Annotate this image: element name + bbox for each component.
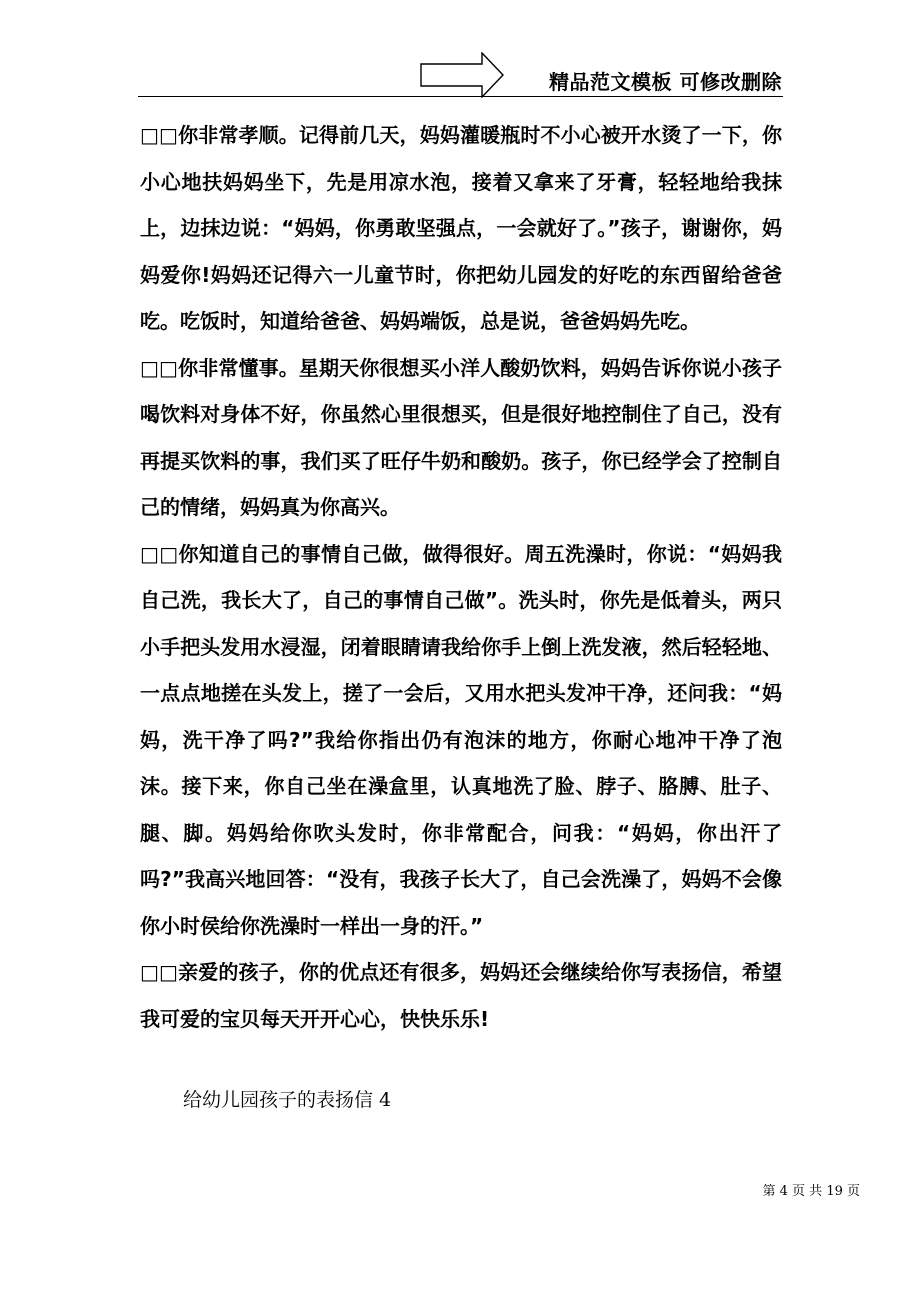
paragraph-2: □□你非常懂事。星期天你很想买小洋人酸奶饮料，妈妈告诉你说小孩子喝饮料对身体不好，你虽然心里很想买，但是很好地控制住了自己，没有再提买饮料的事，我们买了旺仔牛奶和酸奶。孩子，你已经学会了控制自己的情绪，妈妈真为你高兴。 <box>140 355 782 519</box>
header-title: 精品范文模板 可修改删除 <box>549 70 782 94</box>
page-number: 第 4 页 共 19 页 <box>762 1184 860 1199</box>
paragraph-1: □□你非常孝顺。记得前几天，妈妈灌暖瓶时不小心被开水烫了一下，你小心地扶妈妈坐下，先是用凉水泡，接着又拿来了牙膏，轻轻地给我抹上，边抹边说：“妈妈，你勇敢坚强点，一会就好了。”孩子，谢谢你，妈妈爱你!妈妈还记得六一儿童节时，你把幼儿园发的好吃的东西留给爸爸吃。吃饭时，知道给爸爸、妈妈端饭，总是说，爸爸妈妈先吃。 <box>140 123 782 333</box>
letter-body <box>140 112 782 1042</box>
header-divider <box>138 96 783 97</box>
paragraph-4: □□亲爱的孩子，你的优点还有很多，妈妈还会继续给你写表扬信，希望我可爱的宝贝每天开开心心，快快乐乐! <box>140 960 782 1031</box>
right-arrow-icon <box>420 52 504 98</box>
paragraph-3: □□你知道自己的事情自己做，做得很好。周五洗澡时，你说：“妈妈我自己洗，我长大了，自己的事情自己做”。洗头时，你先是低着头，两只小手把头发用水浸湿，闭着眼睛请我给你手上倒上洗发液，然后轻轻地、一点点地搓在头发上，搓了一会后，又用水把头发冲干净，还问我：“妈妈，洗干净了吗?”我给你指出仍有泡沫的地方，你耐心地冲干净了泡沫。接下来，你自己坐在澡盒里，认真地洗了脸、脖子、胳膊、肚子、腿、脚。妈妈给你吹头发时，你非常配合，问我：“妈妈，你出汗了吗?”我高兴地回答：“没有，我孩子长大了，自己会洗澡了，妈妈不会像你小时侯给你洗澡时一样出一身的汗。” <box>140 541 782 938</box>
section-heading: 给幼儿园孩子的表扬信 4 <box>183 1089 392 1111</box>
page-header <box>0 0 920 100</box>
